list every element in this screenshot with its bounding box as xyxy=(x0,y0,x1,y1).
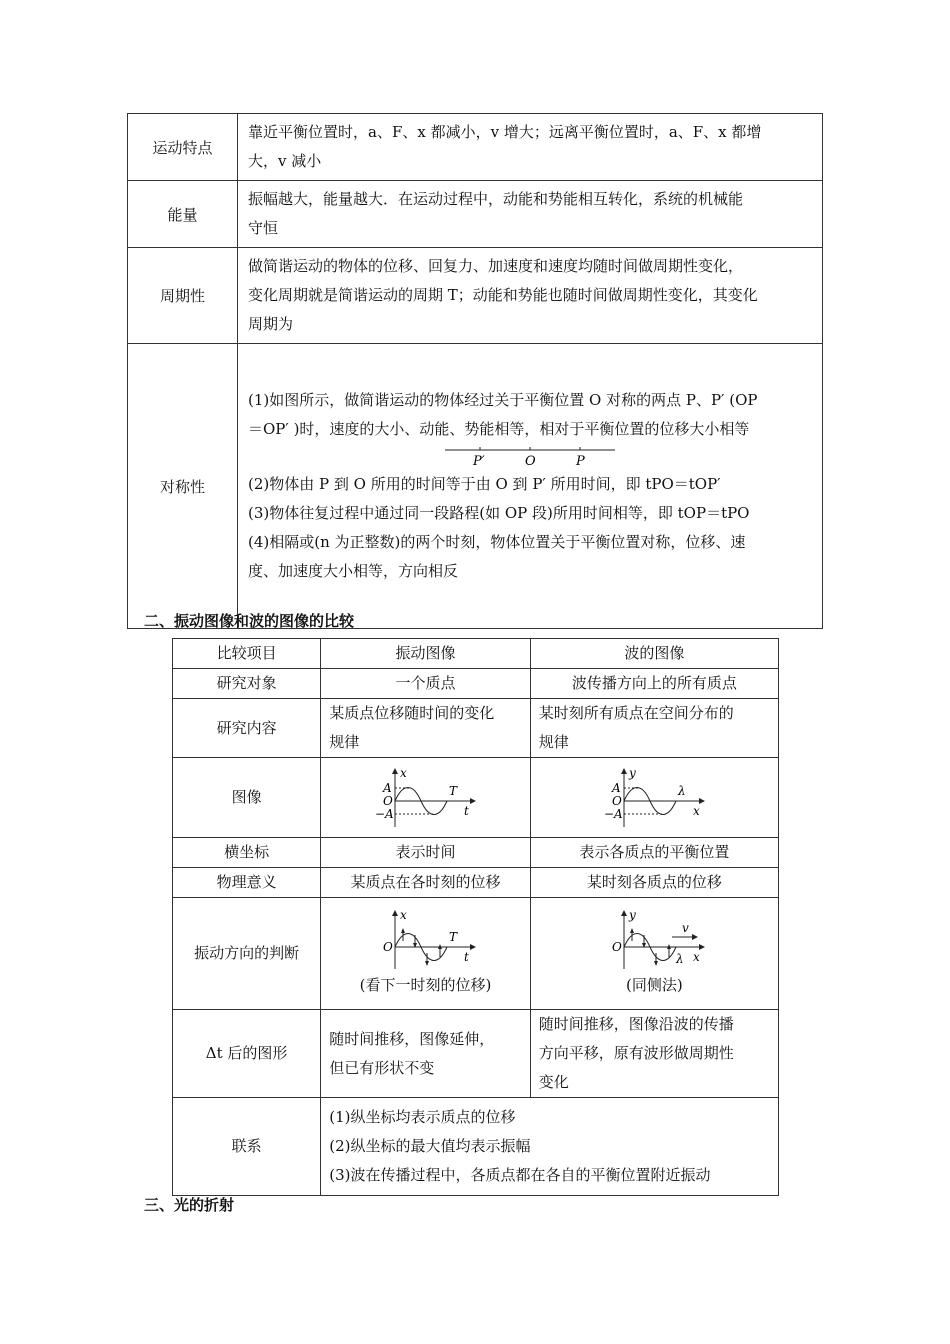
svg-text:x: x xyxy=(693,803,701,818)
row-header: 能量 xyxy=(128,181,238,248)
wave-graph xyxy=(594,765,714,831)
row-content: 振幅越大，能量越大．在运动过程中，动能和势能相互转化，系统的机械能 守恒 xyxy=(238,181,823,248)
vibration-direction-caption: (看下一时刻的位移) xyxy=(359,976,492,994)
row-label: 研究对象 xyxy=(173,669,321,699)
svg-text:x: x xyxy=(693,950,701,964)
vibration-cell: 某质点在各时刻的位移 xyxy=(321,868,530,898)
svg-text:λ: λ xyxy=(678,783,686,798)
vibration-graph-cell xyxy=(321,758,530,838)
svg-text:x: x xyxy=(400,765,408,780)
svg-text:T: T xyxy=(449,783,458,798)
row-label: 研究内容 xyxy=(173,699,321,758)
svg-text:λ: λ xyxy=(676,952,684,966)
motion-properties-table xyxy=(127,113,823,629)
svg-text:v: v xyxy=(682,921,690,935)
svg-text:x: x xyxy=(400,908,408,922)
wave-graph-cell xyxy=(530,758,778,838)
header-cell: 振动图像 xyxy=(321,639,530,669)
svg-text:t: t xyxy=(464,950,470,964)
svg-text:y: y xyxy=(629,765,637,780)
wave-cell: 表示各质点的平衡位置 xyxy=(530,838,778,868)
symmetry-diagram xyxy=(445,444,615,470)
svg-text:y: y xyxy=(629,908,637,922)
row-label: 横坐标 xyxy=(173,838,321,868)
svg-text:−A: −A xyxy=(375,806,395,821)
section-2-title: 二、振动图像和波的图像的比较 xyxy=(144,612,355,630)
wave-direction-cell xyxy=(530,898,778,1010)
vibration-cell: 随时间推移，图像延伸， 但已有形状不变 xyxy=(321,1010,530,1098)
wave-direction-graph xyxy=(594,907,714,971)
row-content: 靠近平衡位置时，a、F、x 都减小，v 增大；远离平衡位置时，a、F、x 都增 大，v 减小 xyxy=(238,114,823,181)
vibration-graph xyxy=(365,765,485,831)
vibration-cell: 某质点位移随时间的变化 规律 xyxy=(321,699,530,758)
relation-cell: (1)纵坐标均表示质点的位移 (2)纵坐标的最大值均表示振幅 (3)波在传播过程中，各质点都在各自的平衡位置附近振动 xyxy=(321,1098,779,1196)
row-label: Δt 后的图形 xyxy=(173,1010,321,1098)
svg-text:T: T xyxy=(449,930,458,944)
svg-text:A: A xyxy=(612,780,622,795)
row-label: 振动方向的判断 xyxy=(173,898,321,1010)
svg-text:O: O xyxy=(383,940,394,954)
header-cell: 比较项目 xyxy=(173,639,321,669)
wave-cell: 随时间推移，图像沿波的传播 方向平移，原有波形做周期性 变化 xyxy=(530,1010,778,1098)
row-header: 对称性 xyxy=(128,344,238,629)
svg-text:A: A xyxy=(383,780,393,795)
svg-text:O: O xyxy=(612,793,623,808)
diagram-label: P′ xyxy=(473,454,485,469)
svg-text:t: t xyxy=(464,803,470,818)
row-header: 运动特点 xyxy=(128,114,238,181)
wave-cell: 某时刻各质点的位移 xyxy=(530,868,778,898)
vibration-wave-comparison-table xyxy=(172,638,779,1196)
row-label: 图像 xyxy=(173,758,321,838)
row-label: 物理意义 xyxy=(173,868,321,898)
wave-direction-caption: (同侧法) xyxy=(626,976,683,994)
svg-text:O: O xyxy=(612,940,623,954)
svg-text:−A: −A xyxy=(604,806,624,821)
row-label: 联系 xyxy=(173,1098,321,1196)
diagram-label: O xyxy=(525,454,536,469)
diagram-label: P xyxy=(576,454,585,469)
wave-cell: 某时刻所有质点在空间分布的 规律 xyxy=(530,699,778,758)
vibration-direction-graph xyxy=(365,907,485,971)
svg-text:O: O xyxy=(383,793,394,808)
wave-cell: 波传播方向上的所有质点 xyxy=(530,669,778,699)
vibration-cell: 一个质点 xyxy=(321,669,530,699)
row-content: 做简谐运动的物体的位移、回复力、加速度和速度均随时间做周期性变化， 变化周期就是简谐运动的周期 T；动能和势能也随时间做周期性变化，其变化 周期为 xyxy=(238,248,823,344)
row-header: 周期性 xyxy=(128,248,238,344)
section-3-title: 三、光的折射 xyxy=(144,1196,235,1214)
vibration-direction-cell xyxy=(321,898,530,1010)
vibration-cell: 表示时间 xyxy=(321,838,530,868)
header-cell: 波的图像 xyxy=(530,639,778,669)
row-content: (1)如图所示，做简谐运动的物体经过关于平衡位置 O 对称的两点 P、P′ (OP ＝OP′ )时，速度的大小、动能、势能相等，相对于平衡位置的位移大小相等 P′ O P (2)物体由 P 到 O 所用的时间等于由 O 到 P′ 所用时间，即 tPO＝tOP′ (3)物体往复过程中通过同一段路程(如 OP 段)所用时间相等，即 tOP＝tPO (4)相隔或(n 为正整数)的两个时刻，物体位置关于平衡位置对称，位移、速 度、加速度大小相等，方向相反 xyxy=(238,344,823,629)
